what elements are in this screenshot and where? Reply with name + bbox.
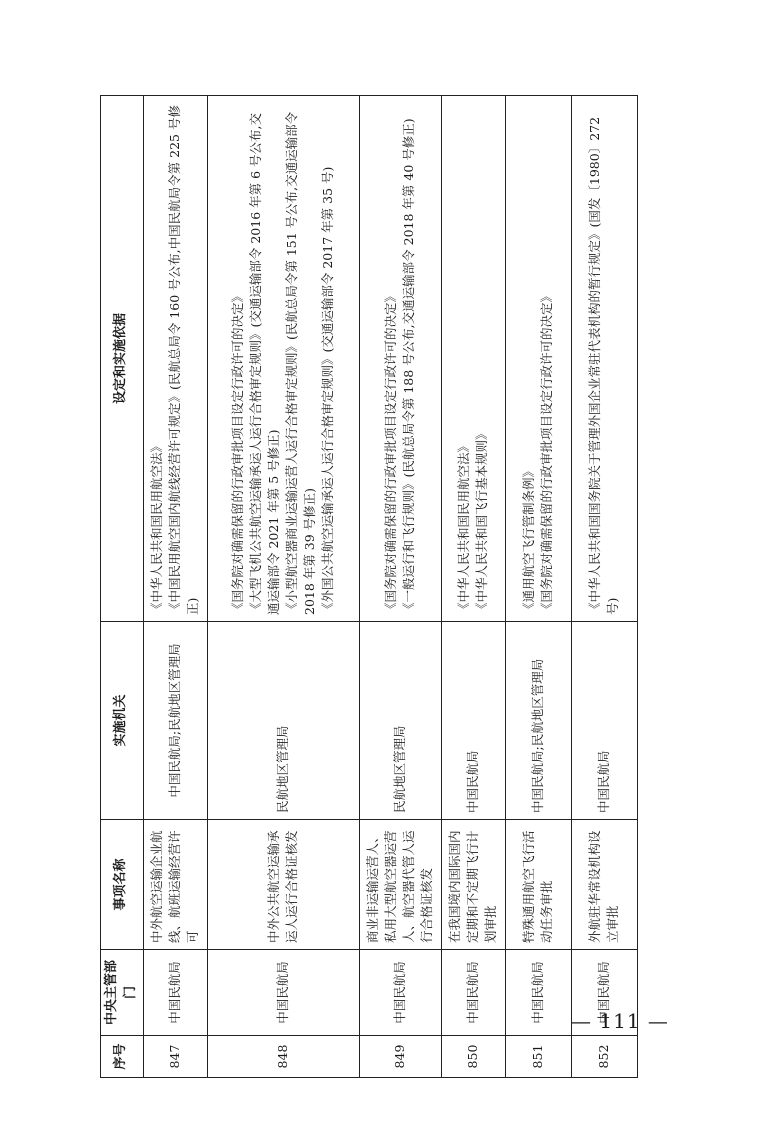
basis-line: 《外国公共航空运输承运人运行合格审定规则》(交通运输部令 2017 年第 35 号): [320, 166, 336, 615]
row-dept: 中国民航局: [143, 950, 207, 1036]
row-basis: [571, 96, 637, 622]
row-item: 外航驻华常设机构设立审批: [571, 820, 637, 950]
row-item: 中外公共航空运输承运人运行合格证核发: [207, 820, 359, 950]
rotated-table-page: [100, 96, 628, 1078]
row-dept: 中国民航局: [571, 950, 637, 1036]
header-item: 事项名称: [101, 820, 144, 950]
row-no: 848: [207, 1036, 359, 1078]
basis-line: 《国务院对确需保留的行政审批项目设定行政许可的决定》: [229, 289, 245, 615]
row-basis: [441, 96, 505, 622]
basis-line: 《通用航空飞行管制条例》: [521, 464, 537, 615]
row-item: 中外航空运输企业航线、航班运输经营许可: [143, 820, 207, 950]
table-row: [441, 96, 505, 1078]
header-dept: 中央主管部门: [101, 950, 144, 1036]
basis-line: 《一般运行和飞行规则》(民航总局令第 188 号公布,交通运输部令 2018 年第 40 号修正): [401, 118, 417, 615]
page-number: — 111 —: [571, 1009, 669, 1033]
basis-line: 《中华人民共和国飞行基本规则》: [474, 427, 490, 615]
row-no: 852: [571, 1036, 637, 1078]
table-row: [571, 96, 637, 1078]
basis-line: 《中国民用航空国内航线经营许可规定》(民航总局令 160 号公布,中国民航局令第 225 号修正): [167, 105, 201, 615]
row-no: 851: [505, 1036, 571, 1078]
table-row: [143, 96, 207, 1078]
row-item: 特殊通用航空飞行活动任务审批: [505, 820, 571, 950]
basis-line: 《中华人民共和国国务院关于管理外国企业常驻代表机构的暂行规定》(国发〔1980〕272 号): [587, 116, 621, 615]
row-agency: 中国民航局: [441, 622, 505, 820]
table-row: [359, 96, 441, 1078]
row-agency: 中国民航局;民航地区管理局: [143, 622, 207, 820]
row-no: 847: [143, 1036, 207, 1078]
basis-line: 《中华人民共和国民用航空法》: [456, 439, 472, 615]
basis-line: 《中华人民共和国民用航空法》: [149, 439, 164, 615]
table-row: [207, 96, 359, 1078]
row-item: 商业非运输运营人、私用大型航空器运营人、航空器代管人运行合格证核发: [359, 820, 441, 950]
row-dept: 中国民航局: [207, 950, 359, 1036]
approval-items-table: [100, 95, 638, 1078]
table-header-row: [101, 96, 144, 1078]
header-basis: 设定和实施依据: [101, 96, 144, 622]
row-dept: 中国民航局: [505, 950, 571, 1036]
row-basis: [359, 96, 441, 622]
row-dept: 中国民航局: [441, 950, 505, 1036]
row-no: 850: [441, 1036, 505, 1078]
basis-line: 《小型航空器商业运输运营人运行合格审定规则》(民航总局令第 151 号公布,交通运输部令 2018 年第 39 号修正): [284, 111, 318, 615]
row-dept: 中国民航局: [359, 950, 441, 1036]
basis-line: 《国务院对确需保留的行政审批项目设定行政许可的决定》: [383, 289, 399, 615]
row-item: 在我国境内国际国内定期和不定期飞行计划审批: [441, 820, 505, 950]
basis-line: 《大型飞机公共航空运输承运人运行合格审定规则》(交通运输部令 2016 年第 6 号公布,交通运输部令 2021 年第 5 号修正): [247, 112, 282, 615]
header-agency: 实施机关: [101, 622, 144, 820]
row-agency: 民航地区管理局: [359, 622, 441, 820]
row-no: 849: [359, 1036, 441, 1078]
row-agency: 民航地区管理局: [207, 622, 359, 820]
row-basis: [207, 96, 359, 622]
header-no: 序号: [101, 1036, 144, 1078]
table-row: [505, 96, 571, 1078]
row-basis: [505, 96, 571, 622]
basis-line: 《国务院对确需保留的行政审批项目设定行政许可的决定》: [539, 289, 555, 615]
row-agency: 中国民航局;民航地区管理局: [505, 622, 571, 820]
row-agency: 中国民航局: [571, 622, 637, 820]
row-basis: [143, 96, 207, 622]
